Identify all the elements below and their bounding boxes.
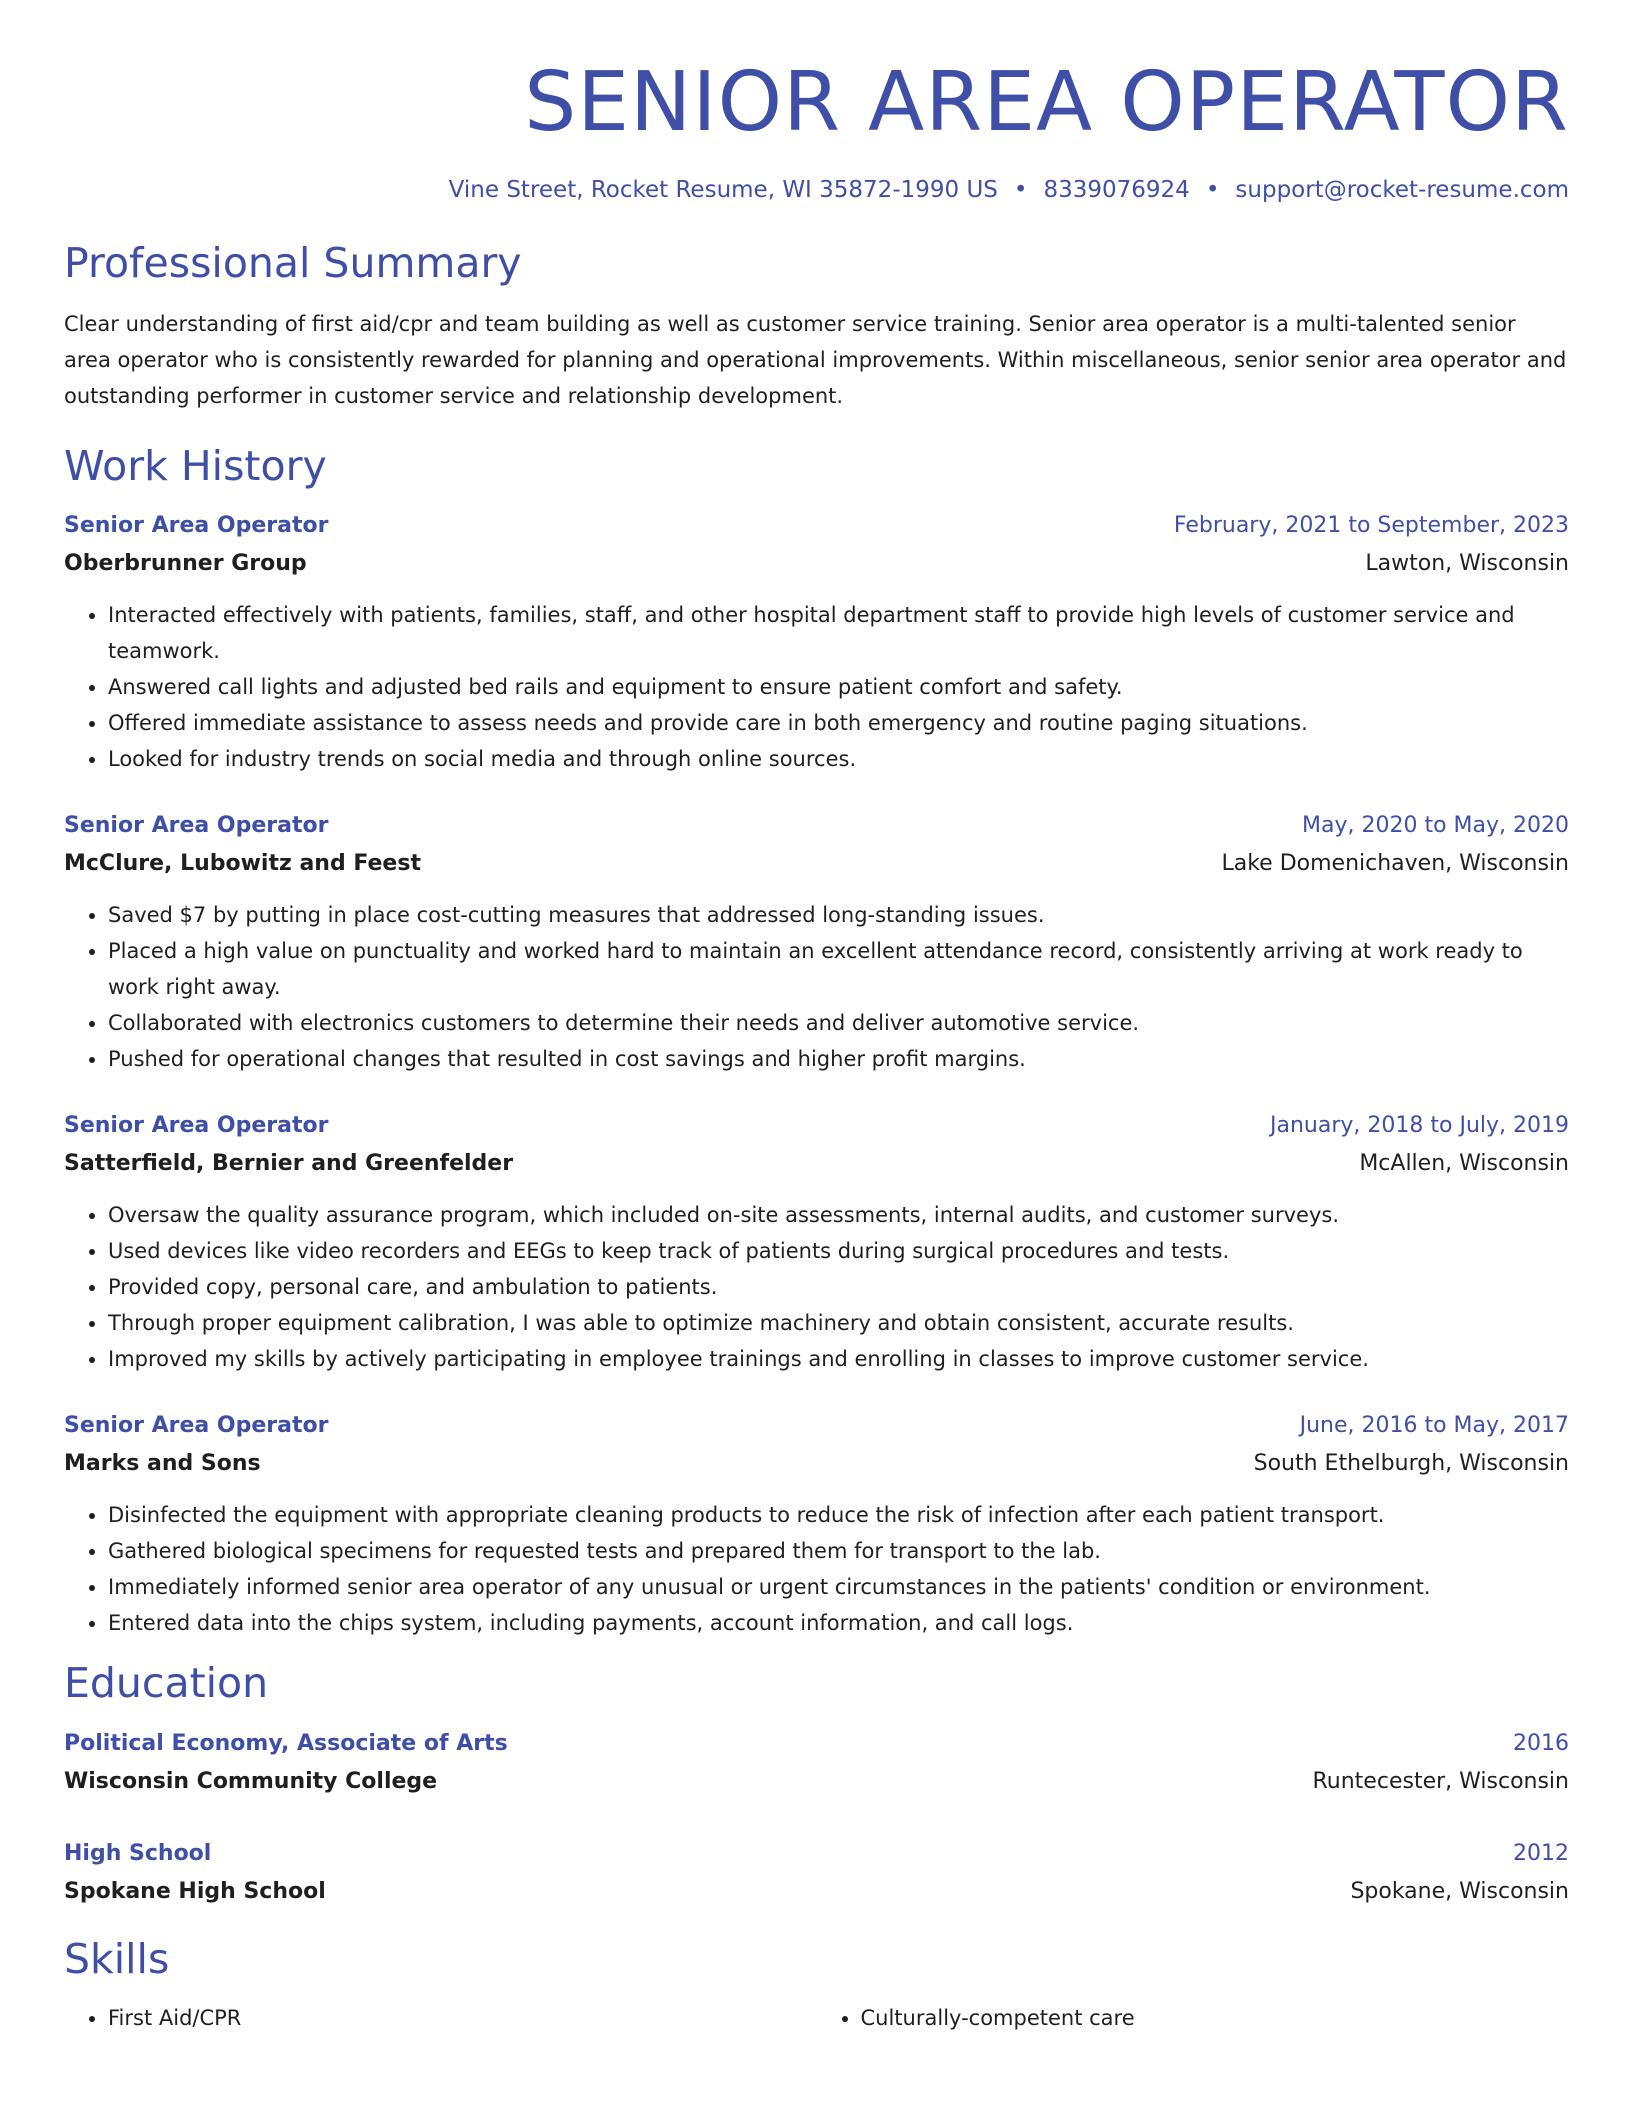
contact-separator: • [1013,177,1028,203]
job-bullet: • Immediately informed senior area operator of any unusual or urgent circumstances in the patients' condition or environment. [108,1569,1569,1605]
job-location: South Ethelburgh, Wisconsin [1253,1451,1569,1477]
graduation-year: 2012 [1513,1840,1569,1866]
job-bullet: • Used devices like video recorders and EEGs to keep track of patients during surgical procedures and tests. [108,1233,1569,1269]
job-dates: January, 2018 to July, 2019 [1270,1113,1569,1139]
education-entry [64,1835,1569,1911]
job-title: Senior Area Operator [64,1113,329,1139]
job-bullet: • Placed a high value on punctuality and worked hard to maintain an excellent attendance record, consistently arriving at work ready to work right away. [108,933,1569,1005]
work-entry-subheader [64,545,1569,583]
contact-email: support@rocket-resume.com [1235,177,1569,203]
job-location: McAllen, Wisconsin [1359,1151,1569,1177]
job-bullet: • Answered call lights and adjusted bed rails and equipment to ensure patient comfort and safety. [108,669,1569,705]
contact-address: Vine Street, Rocket Resume, WI 35872-1990 US [448,177,998,203]
skills-column-left [64,2000,817,2036]
work-entry [64,1407,1569,1641]
school-location: Spokane, Wisconsin [1350,1878,1569,1904]
work-entry [64,1107,1569,1377]
company-name: Oberbrunner Group [64,551,307,577]
education-entry-header [64,1725,1569,1763]
job-bullet: • Saved $7 by putting in place cost-cutting measures that addressed long-standing issues. [108,897,1569,933]
skill-item: • Culturally-competent care [861,2000,1570,2036]
job-bullet: • Entered data into the chips system, including payments, account information, and call logs. [108,1605,1569,1641]
job-bullet: • Interacted effectively with patients, families, staff, and other hospital department staff to provide high levels of customer service and teamwork. [108,597,1569,669]
resume-title: SENIOR AREA OPERATOR [524,55,1569,150]
education-entry-subheader [64,1763,1569,1801]
school-location: Runtecester, Wisconsin [1312,1768,1569,1794]
job-dates: June, 2016 to May, 2017 [1299,1413,1569,1439]
job-bullet: • Gathered biological specimens for requested tests and prepared them for transport to the lab. [108,1533,1569,1569]
job-bullet: • Pushed for operational changes that resulted in cost savings and higher profit margins. [108,1041,1569,1077]
skills-heading: Skills [64,1934,170,1983]
education-entry-subheader [64,1873,1569,1911]
work-entry [64,807,1569,1077]
company-name: Satterfield, Bernier and Greenfelder [64,1151,514,1177]
job-bullet: • Oversaw the quality assurance program, which included on-site assessments, internal audits, and customer surveys. [108,1197,1569,1233]
job-bullets [64,1197,1569,1377]
contact-separator: • [1205,177,1220,203]
work-entry-subheader [64,845,1569,883]
work-entry-header [64,1407,1569,1445]
job-bullet: • Collaborated with electronics customers to determine their needs and deliver automotive service. [108,1005,1569,1041]
skills-column-right [817,2000,1570,2036]
job-bullet: • Through proper equipment calibration, I was able to optimize machinery and obtain consistent, accurate results. [108,1305,1569,1341]
job-dates: May, 2020 to May, 2020 [1302,813,1569,839]
job-location: Lawton, Wisconsin [1365,551,1569,577]
job-bullets [64,1497,1569,1641]
job-bullet: • Offered immediate assistance to assess needs and provide care in both emergency and routine paging situations. [108,705,1569,741]
work-entry [64,507,1569,777]
job-bullets [64,597,1569,777]
education-heading: Education [64,1659,269,1708]
job-dates: February, 2021 to September, 2023 [1173,513,1569,539]
degree-name: High School [64,1840,212,1866]
education-list [64,1725,1569,1911]
contact-line [64,177,1569,203]
school-name: Wisconsin Community College [64,1768,438,1794]
contact-phone: 8339076924 [1043,177,1190,203]
job-bullet: • Improved my skills by actively participating in employee trainings and enrolling in classes to improve customer service. [108,1341,1569,1377]
summary-heading: Professional Summary [64,239,522,287]
work-history-list [64,507,1569,1641]
education-entry-header [64,1835,1569,1873]
company-name: Marks and Sons [64,1451,261,1477]
job-title: Senior Area Operator [64,513,329,539]
job-bullet: • Disinfected the equipment with appropriate cleaning products to reduce the risk of infection after each patient transport. [108,1497,1569,1533]
education-entry [64,1725,1569,1801]
job-bullet: • Provided copy, personal care, and ambulation to patients. [108,1269,1569,1305]
job-title: Senior Area Operator [64,1413,329,1439]
work-entry-subheader [64,1445,1569,1483]
work-entry-header [64,1107,1569,1145]
job-bullets [64,897,1569,1077]
work-entry-subheader [64,1145,1569,1183]
graduation-year: 2016 [1513,1730,1569,1756]
company-name: McClure, Lubowitz and Feest [64,851,421,877]
work-entry-header [64,807,1569,845]
work-history-heading: Work History [64,442,327,491]
summary-text: Clear understanding of first aid/cpr and team building as well as customer service training. Senior area operator is a multi-talented senior area operator who is consistently rewarded for planning and operational improvements. Within miscellaneous, senior senior area operator and outstanding performer in customer service and relationship development. [64,312,1567,409]
job-title: Senior Area Operator [64,813,329,839]
school-name: Spokane High School [64,1878,326,1904]
skill-item: • First Aid/CPR [108,2000,817,2036]
work-entry-header [64,507,1569,545]
job-location: Lake Domenichaven, Wisconsin [1221,851,1569,877]
skills-grid [64,2000,1569,2036]
degree-name: Political Economy, Associate of Arts [64,1730,508,1756]
job-bullet: • Looked for industry trends on social media and through online sources. [108,741,1569,777]
